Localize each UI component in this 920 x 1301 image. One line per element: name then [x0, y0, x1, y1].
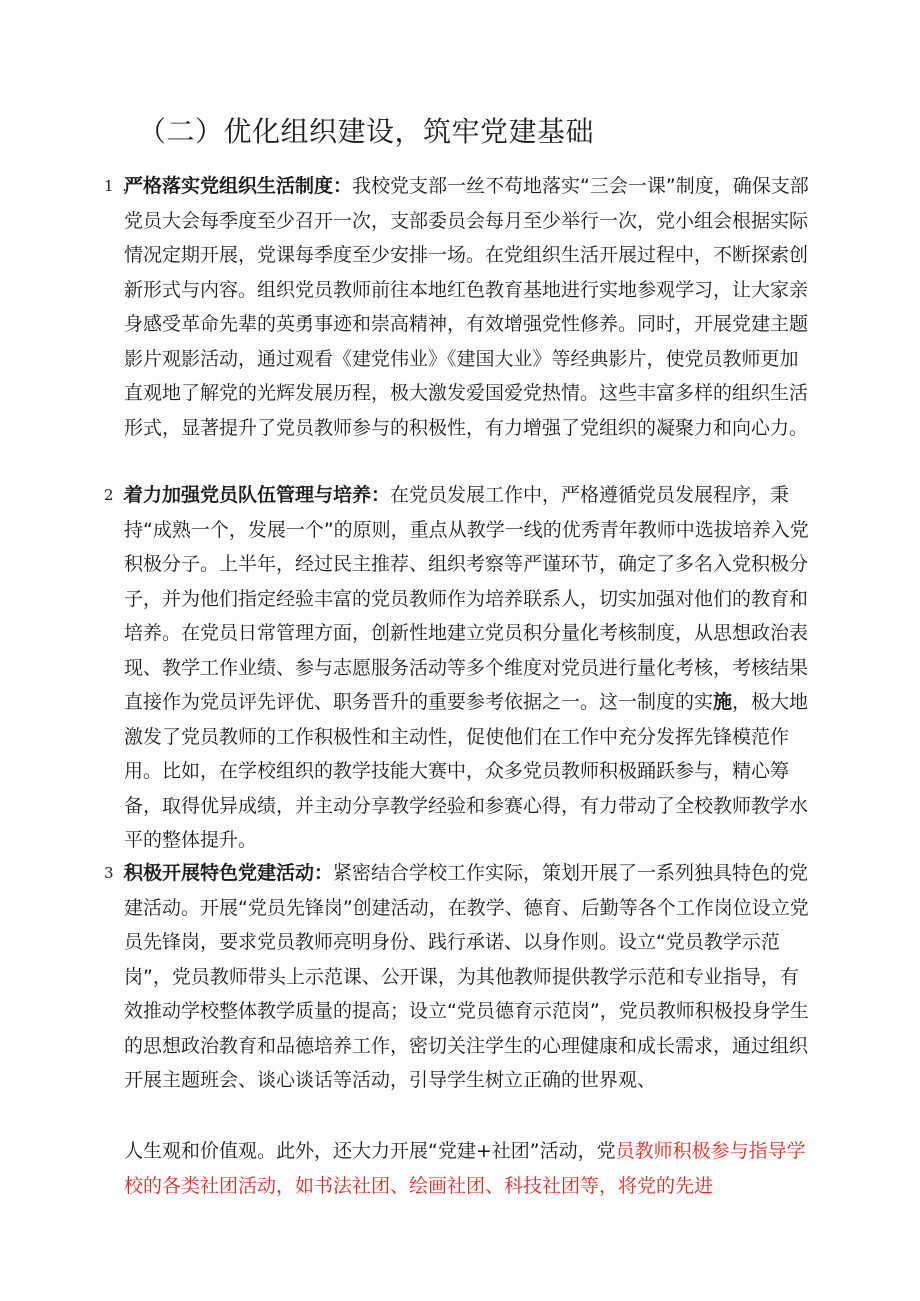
item-number: 1 .: [104, 177, 130, 195]
item-inline-bold: 施: [713, 691, 733, 713]
item-heading: 积极开展特色党建活动：: [124, 862, 334, 884]
item-number: 3 .: [104, 864, 130, 882]
item-number: 2 .: [104, 486, 130, 504]
item-body: [104, 856, 816, 1098]
section-title: （二）优化组织建设，筑牢党建基础: [138, 115, 595, 148]
item-heading: 着力加强党员队伍管理与培养：: [124, 484, 391, 506]
item-text-continued: ，极大地激发了党员教师的工作积极性和主动性，促使他们在工作中充分发挥先锋模范作用。比如，在学校组织的教学技能大赛中，众多党员教师积极踊跃参与，精心筹备，取得优异成绩，并主动分享教学经验和参赛心得，有力带动了全校教师教学水平的整体提升。: [124, 691, 809, 851]
item-text: 紧密结合学校工作实际，策划开展了一系列独具特色的党建活动。开展“党员先锋岗”创建活动，在教学、德育、后勤等各个工作岗位设立党员先锋岗，要求党员教师亮明身份、践行承诺、以身作则。设立“党员教学示范岗”，党员教师带头上示范课、公开课，为其他教师提供教学示范和专业指导，有效推动学校整体教学质量的提高；设立“党员德育示范岗”，党员教师积极投身学生的思想政治教育和品德培养工作，密切关注学生的心理健康和成长需求，通过组织开展主题班会、谈心谈话等活动，引导学生树立正确的世界观、: [124, 862, 809, 1091]
highlighted-red-text: 员教师积极参与指导学校的各类社团活动，如书法社团、绘画社团、科技社团等，将党的先进: [124, 1140, 806, 1197]
item-heading: 严格落实党组织生活制度：: [124, 175, 353, 197]
item-text: 在党员发展工作中，严格遵循党员发展程序，秉持“成熟一个，发展一个”的原则，重点从教学一线的优秀青年教师中选拔培养入党积极分子。上半年，经过民主推荐、组织考察等严谨环节，确定了多名入党积极分子，并为他们指定经验丰富的党员教师作为培养联系人，切实加强对他们的教育和培养。在党员日常管理方面，创新性地建立党员积分量化考核制度，从思想政治表现、教学工作业绩、参与志愿服务活动等多个维度对党员进行量化考核，考核结果直接作为党员评先评优、职务晋升的重要参考依据之一。这一制度的实: [124, 484, 809, 713]
item-text: 我校党支部一丝不苟地落实“三会一课”制度，确保支部党员大会每季度至少召开一次，支部委员会每月至少举行一次，党小组会根据实际情况定期开展，党课每季度至少安排一场。在党组织生活开展过程中，不断探索创新形式与内容。组织党员教师前往本地红色教育基地进行实地参观学习，让大家亲身感受革命先辈的英勇事迹和崇高精神，有效增强党性修养。同时，开展党建主题影片观影活动，通过观看《建党伟业》《建国大业》等经典影片，使党员教师更加直观地了解党的光辉发展历程，极大激发爱国爱党热情。这些丰富多样的组织生活形式，显著提升了党员教师参与的积极性，有力增强了党组织的凝聚力和向心力。: [124, 175, 809, 439]
list-item-1: [104, 169, 816, 445]
continuation-paragraph: [124, 1134, 816, 1203]
item-body: [104, 478, 816, 858]
list-item-3: [104, 856, 816, 1098]
list-item-2: [104, 478, 816, 858]
continuation-text: 人生观和价值观。此外，还大力开展“党建+社团”活动，党: [124, 1140, 616, 1162]
item-body: [104, 169, 816, 445]
